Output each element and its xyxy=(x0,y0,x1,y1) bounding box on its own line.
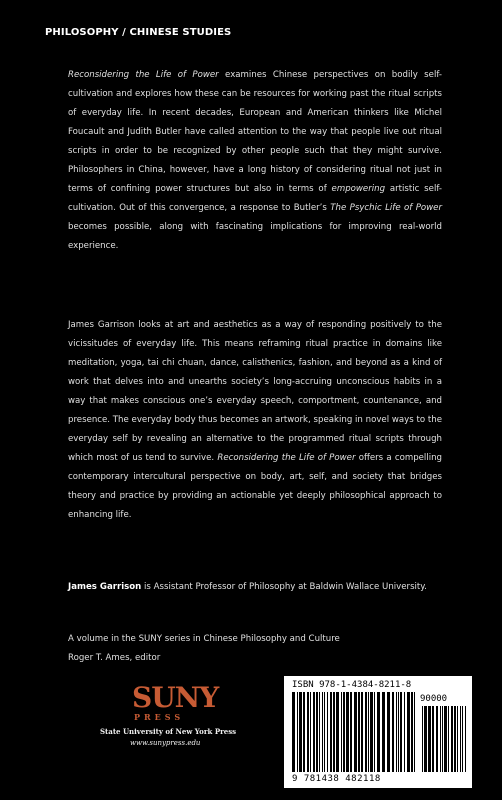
series-editor: Roger T. Ames, editor xyxy=(68,653,161,663)
barcode-bar xyxy=(428,706,431,772)
barcode-bar xyxy=(460,706,461,772)
description-paragraph-1 xyxy=(68,66,442,256)
barcode-bar xyxy=(319,692,320,772)
barcode-bar xyxy=(440,706,441,772)
description-text: examines Chinese perspectives on bodily self-cultivation and explores how these can be resources for working past the ritual scripts of everyday life. In recent decades, European and American thinkers like Michel Foucault and Judith Butler have called attention to the way that people live out ritual scripts in order to be recognized by other people such that they might survive. Philosophers in China, however, have a long history of considering ritual not just in terms of confining power structures but also in terms of xyxy=(68,70,442,194)
barcode-bar xyxy=(444,706,447,772)
barcode-bar xyxy=(368,692,369,772)
barcode-bar xyxy=(442,706,443,772)
barcode-bar xyxy=(316,692,318,772)
barcode-bar xyxy=(303,692,305,772)
barcode-bar xyxy=(343,692,345,772)
barcode-bar xyxy=(370,692,373,772)
barcode-bar xyxy=(358,692,360,772)
suny-logo-mark: SUNY xyxy=(132,681,219,714)
barcode-bar xyxy=(457,706,458,772)
description-paragraph-2 xyxy=(68,316,442,525)
barcode-bar xyxy=(454,706,456,772)
barcode-bar xyxy=(333,692,335,772)
description-text: becomes possible, along with fascinating implications for improving real-world experience. xyxy=(68,222,442,251)
barcode-bar xyxy=(392,692,394,772)
barcode-bar xyxy=(377,692,380,772)
barcode-bar xyxy=(365,692,367,772)
category-label: PHILOSOPHY / CHINESE STUDIES xyxy=(45,27,232,38)
barcode-bar xyxy=(313,692,315,772)
addon-barcode-bars xyxy=(422,706,466,772)
author-bio-text: is Assistant Professor of Philosophy at Baldwin Wallace University. xyxy=(141,582,427,592)
book-title: Reconsidering the Life of Power xyxy=(217,453,356,463)
author-name: James Garrison xyxy=(68,582,142,592)
publisher-name: State University of New York Press xyxy=(100,727,237,736)
barcode-bar xyxy=(297,692,298,772)
emphasis-text: empowering xyxy=(331,184,386,194)
suny-logo-press: PRESS xyxy=(134,712,185,722)
series-line: A volume in the SUNY series in Chinese Philosophy and Culture xyxy=(68,634,340,644)
barcode-bar xyxy=(398,692,399,772)
barcode-bar xyxy=(299,692,302,772)
barcode-bar xyxy=(382,692,385,772)
author-bio xyxy=(68,582,448,592)
series-info xyxy=(68,630,340,668)
barcode-bar xyxy=(374,692,375,772)
barcode-bar xyxy=(465,706,466,772)
barcode-bar xyxy=(341,692,342,772)
barcode-bar xyxy=(414,692,415,772)
barcode-bar xyxy=(354,692,357,772)
barcode-bar xyxy=(310,692,311,772)
barcode-bar xyxy=(307,692,309,772)
ean-barcode-bars xyxy=(292,692,416,772)
barcode-bar xyxy=(346,692,349,772)
barcode-bar xyxy=(451,706,453,772)
ean-number: 9 781438 482118 xyxy=(292,774,381,784)
barcode-bar xyxy=(411,692,413,772)
barcode-bar xyxy=(361,692,363,772)
book-title: Reconsidering the Life of Power xyxy=(68,70,219,80)
barcode-bar xyxy=(407,692,410,772)
barcode-bar xyxy=(424,706,427,772)
barcode-bar xyxy=(324,692,325,772)
description-text: James Garrison looks at art and aesthetics as a way of responding positively to the vicissitudes of everyday life. This means reframing ritual practice in domains like meditation, yoga, tai chi chuan, dance, calisthenics, fashion, and beyond as a kind of work that delves into and unearths society’s long-accruing unconscious habits in a way that makes conscious one’s everyday speech, comportment, countenance, and presence. The everyday body thus becomes an artwork, speaking in novel ways to the everyday self by revealing an alternative to the programmed ritual scripts through which most of us tend to survive. xyxy=(68,320,442,463)
barcode-bar xyxy=(387,692,390,772)
barcode-bar xyxy=(292,692,295,772)
barcode-bar xyxy=(336,692,339,772)
isbn-label: ISBN 978-1-4384-8211-8 xyxy=(292,680,412,690)
barcode-bar xyxy=(330,692,332,772)
barcode-bar xyxy=(422,706,423,772)
cited-book-title: The Psychic Life of Power xyxy=(330,203,442,213)
description-text: offers a compelling contemporary intercultural perspective on body, art, self, and society that bridges theory and practice by providing an actionable yet deeply philosophical approach to enhancing life. xyxy=(68,453,442,520)
barcode-bar xyxy=(432,706,434,772)
barcode-bar xyxy=(462,706,463,772)
barcode-bar xyxy=(404,692,405,772)
barcode-bar xyxy=(350,692,352,772)
barcode-bar xyxy=(327,692,328,772)
description-text: artistic self-cultivation. Out of this convergence, a response to Butler’s xyxy=(68,184,442,213)
barcode-bar xyxy=(396,692,397,772)
isbn-barcode xyxy=(284,676,472,788)
barcode-bar xyxy=(400,692,402,772)
publisher-website: www.sunypress.edu xyxy=(130,739,201,747)
barcode-bar xyxy=(436,706,438,772)
barcode-bar xyxy=(322,692,323,772)
price-code: 90000 xyxy=(420,694,448,704)
barcode-bar xyxy=(448,706,449,772)
